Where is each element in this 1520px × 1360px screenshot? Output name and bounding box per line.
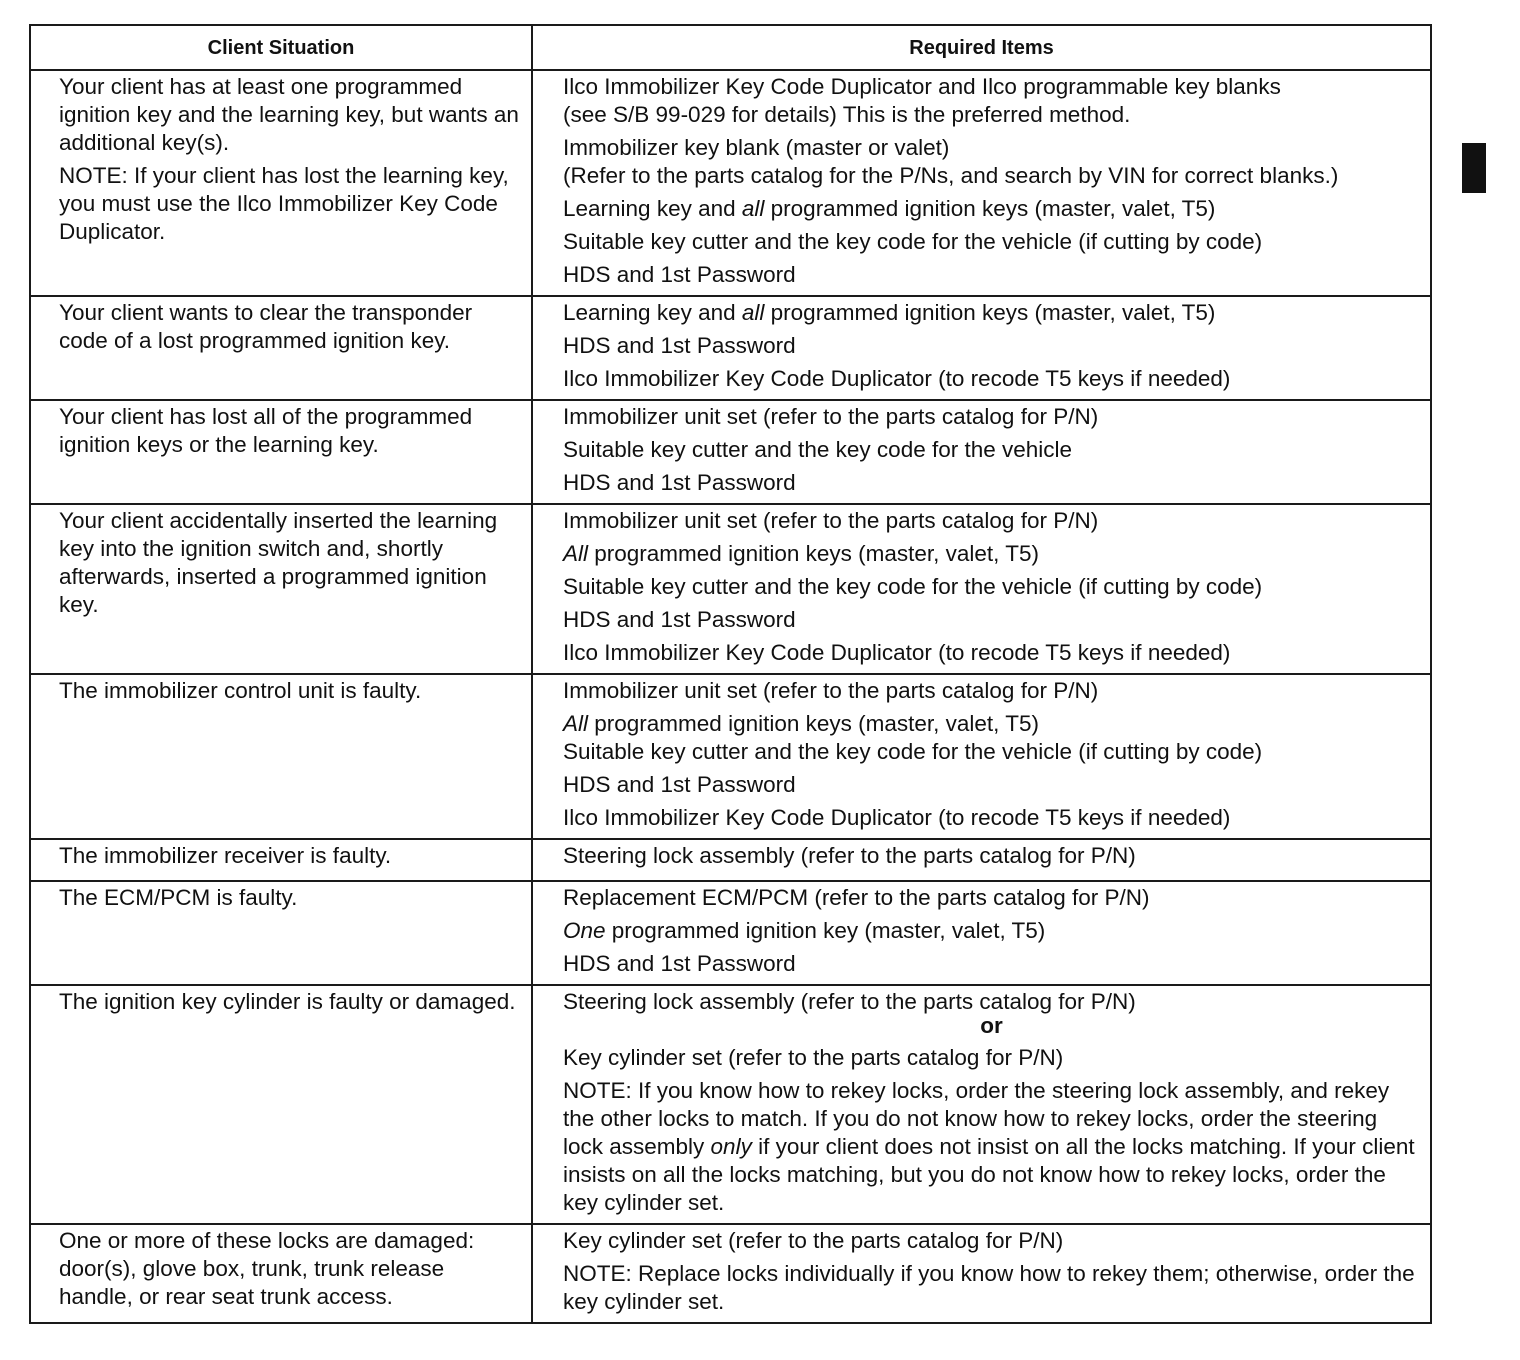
required-item-note: NOTE: If you know how to rekey locks, order the steering lock assembly, and rekey the other locks to match. If you do not know how to rekey locks, order the steering lock assembly only if your client does not insist on all the locks matching. If your client insists on all the locks matching, but you do not know how to rekey locks, order the key cylinder set.: [563, 1078, 1415, 1215]
situation-text: Your client wants to clear the transponder code of a lost programmed ignition key.: [59, 300, 473, 353]
situation-cell: [30, 400, 532, 504]
required-item: Suitable key cutter and the key code for the vehicle (if cutting by code): [563, 574, 1263, 599]
required-item: Suitable key cutter and the key code for the vehicle (if cutting by code): [563, 739, 1263, 764]
situation-cell: [30, 504, 532, 674]
required-item: Ilco Immobilizer Key Code Duplicator and Ilco programmable key blanks (see S/B 99-029 for details) This is the preferred method.: [563, 74, 1281, 127]
required-item: Learning key and all programmed ignition keys (master, valet, T5): [563, 196, 1216, 221]
situation-text: One or more of these locks are damaged: door(s), glove box, trunk, trunk release handle, or rear seat trunk access.: [59, 1228, 475, 1309]
required-item: HDS and 1st Password: [563, 951, 796, 976]
header-row: [30, 25, 1431, 70]
required-items-cell: [532, 1224, 1431, 1323]
situation-text: The immobilizer receiver is faulty.: [59, 843, 392, 868]
required-item: Steering lock assembly (refer to the parts catalog for P/N): [563, 989, 1136, 1014]
required-item: One programmed ignition key (master, valet, T5): [563, 918, 1046, 943]
situation-cell: [30, 674, 532, 839]
required-items-cell: [532, 70, 1431, 296]
section-tab-marker: [1462, 143, 1486, 193]
required-item: Steering lock assembly (refer to the parts catalog for P/N): [563, 843, 1136, 868]
required-items-cell: [532, 881, 1431, 985]
required-item: Immobilizer key blank (master or valet) (Refer to the parts catalog for the P/Ns, and search by VIN for correct blanks.): [563, 135, 1339, 188]
required-items-cell: [532, 839, 1431, 881]
or-separator: or: [980, 1013, 1003, 1038]
required-item: HDS and 1st Password: [563, 262, 796, 287]
required-item: Suitable key cutter and the key code for the vehicle (if cutting by code): [563, 229, 1263, 254]
required-item: All programmed ignition keys (master, valet, T5): [563, 711, 1040, 736]
required-items-cell: [532, 296, 1431, 400]
table-row: [30, 674, 1431, 839]
required-items-table: [29, 24, 1432, 1324]
situation-cell: [30, 70, 532, 296]
required-items-cell: [532, 985, 1431, 1224]
required-item: All programmed ignition keys (master, valet, T5): [563, 541, 1040, 566]
required-item: Ilco Immobilizer Key Code Duplicator (to recode T5 keys if needed): [563, 805, 1231, 830]
situation-cell: [30, 881, 532, 985]
required-item: Suitable key cutter and the key code for the vehicle: [563, 437, 1073, 462]
table-row: [30, 881, 1431, 985]
table-row: [30, 296, 1431, 400]
situation-cell: [30, 985, 532, 1224]
table-row: [30, 400, 1431, 504]
required-item: Key cylinder set (refer to the parts catalog for P/N): [563, 1045, 1064, 1070]
situation-text: The ECM/PCM is faulty.: [59, 885, 298, 910]
situation-note: NOTE: If your client has lost the learning key, you must use the Ilco Immobilizer Key Code Duplicator.: [59, 163, 509, 244]
required-item: Ilco Immobilizer Key Code Duplicator (to recode T5 keys if needed): [563, 640, 1231, 665]
required-items-cell: [532, 400, 1431, 504]
required-item: Ilco Immobilizer Key Code Duplicator (to recode T5 keys if needed): [563, 366, 1231, 391]
table-row: [30, 504, 1431, 674]
required-item: HDS and 1st Password: [563, 333, 796, 358]
header-required-items: Required Items: [532, 25, 1431, 70]
situation-cell: [30, 296, 532, 400]
required-item: HDS and 1st Password: [563, 772, 796, 797]
table-row: [30, 1224, 1431, 1323]
table-row: [30, 839, 1431, 881]
table-row: [30, 985, 1431, 1224]
required-items-cell: [532, 504, 1431, 674]
situation-text: Your client has lost all of the programmed ignition keys or the learning key.: [59, 404, 473, 457]
situation-text: The ignition key cylinder is faulty or damaged.: [59, 989, 516, 1014]
situation-text: Your client has at least one programmed ignition key and the learning key, but wants an additional key(s).: [59, 74, 519, 155]
required-item: HDS and 1st Password: [563, 470, 796, 495]
situation-cell: [30, 1224, 532, 1323]
situation-text: The immobilizer control unit is faulty.: [59, 678, 422, 703]
required-item: HDS and 1st Password: [563, 607, 796, 632]
situation-text: Your client accidentally inserted the learning key into the ignition switch and, shortly afterwards, inserted a programmed ignition key.: [59, 508, 498, 617]
required-item: Key cylinder set (refer to the parts catalog for P/N): [563, 1228, 1064, 1253]
situation-cell: [30, 839, 532, 881]
required-item-note: NOTE: Replace locks individually if you know how to rekey them; otherwise, order the key cylinder set.: [563, 1261, 1415, 1314]
table-row: [30, 70, 1431, 296]
required-item: Replacement ECM/PCM (refer to the parts catalog for P/N): [563, 885, 1150, 910]
required-item: Immobilizer unit set (refer to the parts catalog for P/N): [563, 678, 1099, 703]
required-items-cell: [532, 674, 1431, 839]
required-item: Immobilizer unit set (refer to the parts catalog for P/N): [563, 404, 1099, 429]
header-client-situation: Client Situation: [30, 25, 532, 70]
required-item: Immobilizer unit set (refer to the parts catalog for P/N): [563, 508, 1099, 533]
required-item: Learning key and all programmed ignition keys (master, valet, T5): [563, 300, 1216, 325]
